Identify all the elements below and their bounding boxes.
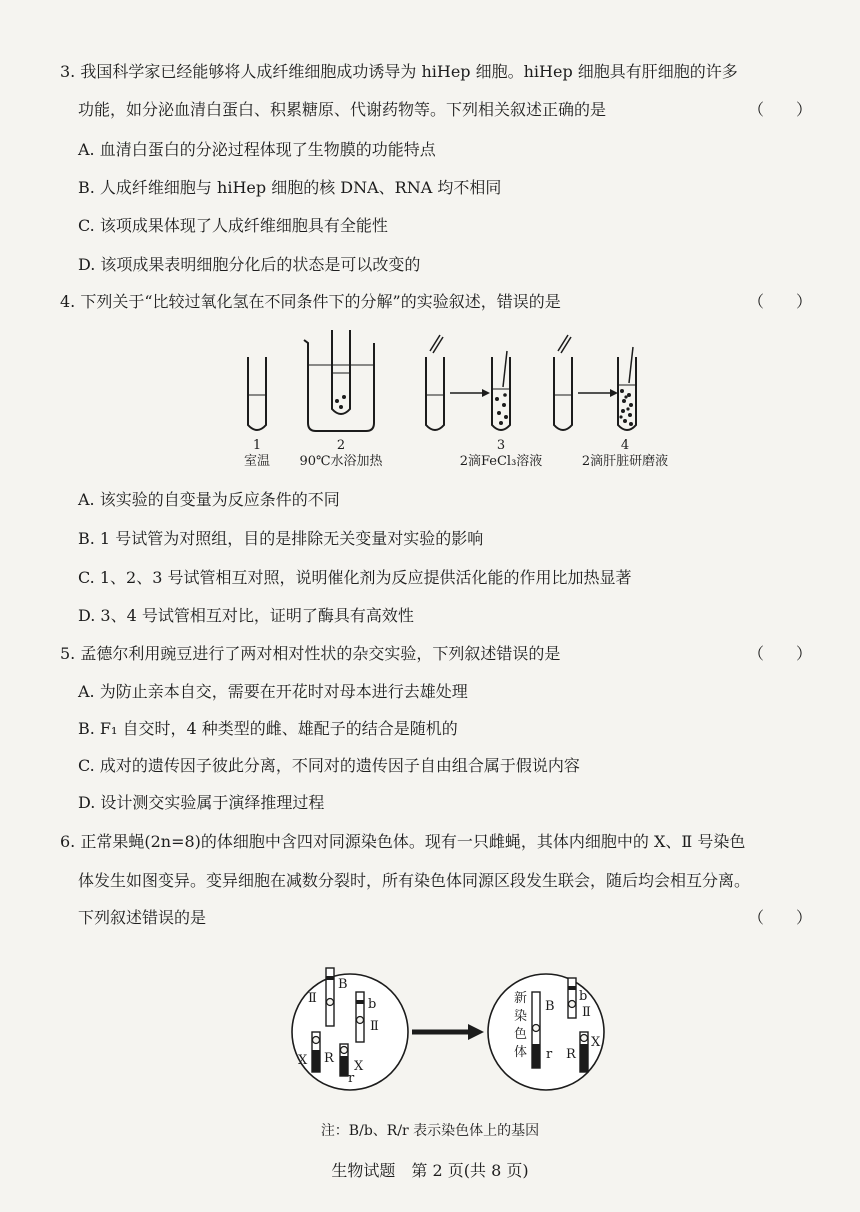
label-right-R: R [566,1047,576,1062]
tube-4-number: 4 [620,438,630,453]
q4-option-c: C. 1、2、3 号试管相互对照，说明催化剂为反应提供活化能的作用比加热显著 [78,568,632,587]
label-left-B: B [338,977,348,992]
test-tube-figure [220,325,660,440]
tube-3-after [492,357,510,430]
label-left-r: r [348,1071,355,1086]
label-right-r: r [546,1047,553,1062]
q6-stem-line3: 下列叙述错误的是 [78,908,207,927]
q5-stem-line1: 5. 孟德尔利用豌豆进行了两对相对性状的杂交实验，下列叙述错误的是 [60,644,561,663]
tube-2-label: 90℃水浴加热 [299,454,383,469]
q4-option-d: D. 3、4 号试管相互对比，证明了酶具有高效性 [78,606,414,625]
label-right-B: B [545,999,555,1014]
label-left-II-a: Ⅱ [308,991,317,1006]
q5-option-a: A. 为防止亲本自交，需要在开花时对母本进行去雄处理 [78,682,468,701]
tube-4-before [554,357,572,430]
q3-answer-paren: （ ） [748,100,813,119]
label-new-2: 染 [514,1009,528,1024]
q3-option-a: A. 血清白蛋白的分泌过程体现了生物膜的功能特点 [78,140,436,159]
tube-1-label: 室温 [243,454,270,469]
tube-1 [248,357,266,430]
tube-1-number: 1 [252,438,262,453]
label-new-4: 体 [514,1045,528,1060]
q4-stem-line1: 4. 下列关于“比较过氧化氢在不同条件下的分解”的实验叙述，错误的是 [60,292,561,311]
label-left-X-a: X [298,1053,308,1068]
label-right-b: b [579,989,588,1004]
q3-stem-line1: 3. 我国科学家已经能够将人成纤维细胞成功诱导为 hiHep 细胞。hiHep 细胞具有肝细胞的许多 [60,62,738,81]
tube-4-after [618,357,636,430]
q4-option-b: B. 1 号试管为对照组，目的是排除无关变量对实验的影响 [78,529,484,548]
tube-2 [332,330,350,414]
label-left-II-b: Ⅱ [370,1019,379,1034]
q5-option-b: B. F₁ 自交时，4 种类型的雌、雄配子的结合是随机的 [78,719,458,738]
label-new-1: 新 [514,991,528,1006]
tube-2-number: 2 [336,438,346,453]
tube-4-label: 2滴肝脏研磨液 [581,454,669,469]
q3-option-c: C. 该项成果体现了人成纤维细胞具有全能性 [78,216,388,235]
q6-stem-line1: 6. 正常果蝇(2n=8)的体细胞中含四对同源染色体。现有一只雌蝇，其体内细胞中的 X、Ⅱ 号染色 [60,832,746,851]
chromosome-figure [290,958,610,1108]
label-right-II: Ⅱ [582,1005,591,1020]
tube-3-before [426,357,444,430]
q6-answer-paren: （ ） [748,908,813,927]
label-right-X: X [591,1035,601,1050]
q4-option-a: A. 该实验的自变量为反应条件的不同 [78,490,340,509]
q3-stem-line2: 功能，如分泌血清白蛋白、积累糖原、代谢药物等。下列相关叙述正确的是 [78,100,607,119]
q6-stem-line2: 体发生如图变异。变异细胞在减数分裂时，所有染色体同源区段发生联会，随后均会相互分离。 [78,871,751,890]
q5-answer-paren: （ ） [748,644,813,663]
figure-note: 注：B/b、R/r 表示染色体上的基因 [320,1123,540,1139]
label-left-b: b [368,997,377,1012]
page-footer: 生物试题 第 2 页(共 8 页) [331,1161,529,1180]
q5-option-d: D. 设计测交实验属于演绎推理过程 [78,793,325,812]
q3-option-d: D. 该项成果表明细胞分化后的状态是可以改变的 [78,255,421,274]
q4-answer-paren: （ ） [748,292,813,311]
q5-option-c: C. 成对的遗传因子彼此分离，不同对的遗传因子自由组合属于假说内容 [78,756,580,775]
label-new-3: 色 [514,1027,528,1042]
tube-3-label: 2滴FeCl₃溶液 [459,454,543,469]
q3-option-b: B. 人成纤维细胞与 hiHep 细胞的核 DNA、RNA 均不相同 [78,178,502,197]
tube-3-number: 3 [496,438,506,453]
label-left-R: R [324,1051,334,1066]
beaker [304,340,374,431]
label-left-X-b: X [354,1059,364,1074]
